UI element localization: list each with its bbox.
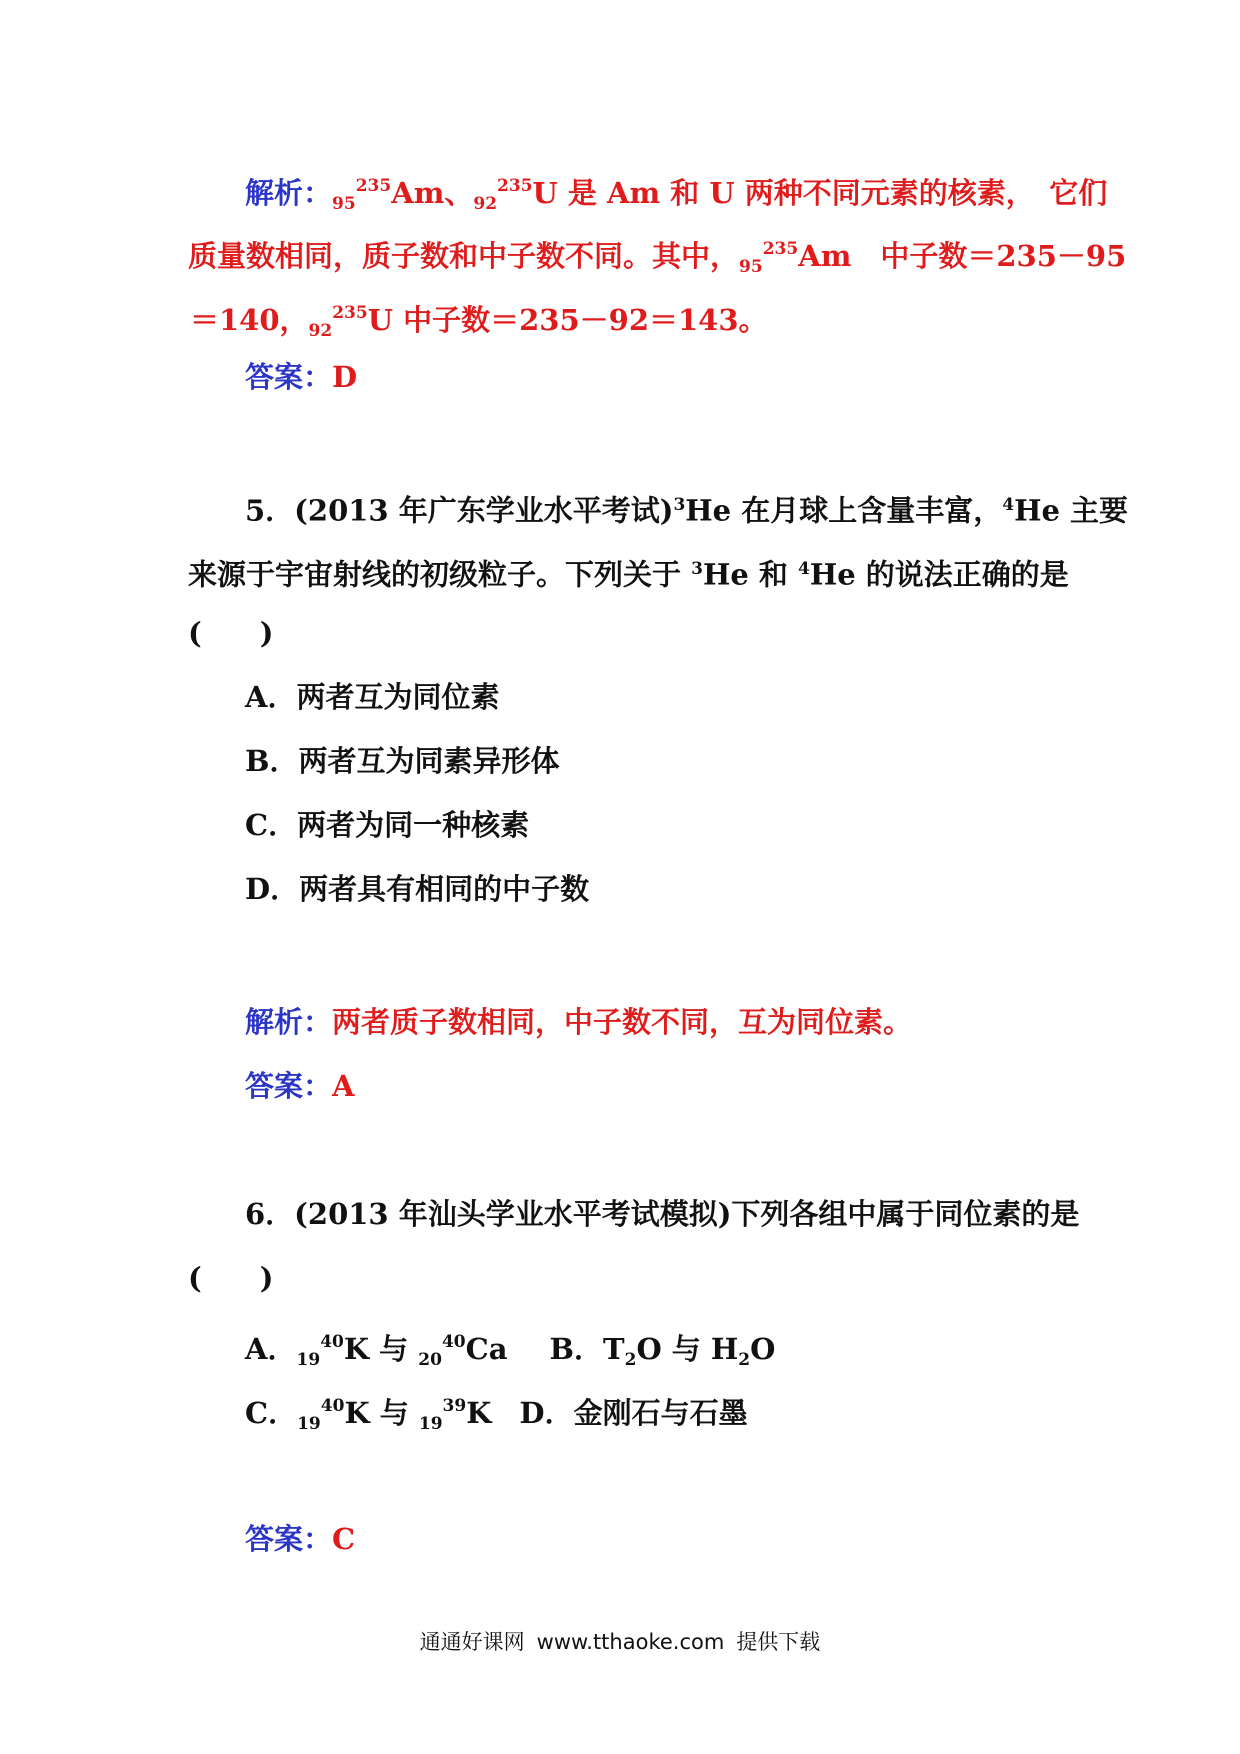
isotope-k40: $_{19}^{40}$ [296,1332,344,1370]
footer-suffix: 提供下载 [736,1630,821,1654]
isotope-k39: $_{19}^{39}$ [418,1396,467,1434]
isotope-u: $_{92}^{235}$ [308,303,368,341]
answer-value: A [332,1069,355,1103]
q4-analysis-line-3: ＝140，$_{92}^{235}$U 中子数＝235－92＝143。 [190,293,768,351]
isotope-u: $_{92}^{235}$ [473,176,533,214]
analysis-label: 解析： [245,176,333,210]
answer-value: C [332,1522,356,1556]
isotope-ca40: $_{20}^{40}$ [418,1332,466,1370]
q6-options-c-d: C．$_{19}^{40}$K 与 $_{19}^{39}$K D．金刚石与石墨 [245,1386,748,1444]
analysis-text: 两者质子数相同，中子数不同，互为同位素。 [332,1005,913,1039]
footer-url[interactable]: www.tthaoke.com [536,1630,725,1654]
answer-label: 答案： [245,360,333,394]
option-d-text: D．金刚石与石墨 [519,1396,748,1430]
q6-answer-bracket: ( ) [188,1261,274,1295]
q5-option-a: A．两者互为同位素 [245,680,500,714]
q5-analysis [245,1002,912,1042]
q5-option-d: D．两者具有相同的中子数 [245,872,590,906]
q5-answer-bracket: ( ) [188,616,274,650]
option-a-label: A． [245,1332,297,1366]
page-footer [0,1627,1240,1657]
footer-site-name: 通通好课网 [419,1630,525,1654]
q6-answer [245,1519,355,1559]
answer-label: 答案： [245,1069,333,1103]
q5-answer [245,1066,355,1106]
q5-stem-line-2: 来源于宇宙射线的初级粒子。下列关于 $^3$He 和 $^4$He 的说法正确的是 [188,557,1069,592]
option-c-label: C． [245,1396,298,1430]
isotope-k40: $_{19}^{40}$ [297,1396,345,1434]
q4-analysis-line-2: 质量数相同，质子数和中子数不同。其中，$_{95}^{235}$Am 中子数＝235－95 [188,229,1126,287]
answer-label: 答案： [245,1522,333,1556]
analysis-label: 解析： [245,1005,333,1039]
q5-stem-line-1: 5．(2013 年广东学业水平考试)$^3$He 在月球上含量丰富，$^4$He 主要 [245,493,1129,528]
answer-value: D [332,360,358,394]
q4-answer [245,357,357,397]
q4-analysis-line-1: 解析：$_{95}^{235}$Am、$_{92}^{235}$U 是 Am 和 U 两种不同元素的核素， 它们 [245,166,1107,224]
q6-options-a-b: A．$_{19}^{40}$K 与 $_{20}^{40}$Ca B．$T_2O$ 与 $H_2O$ [245,1322,775,1380]
q5-option-c: C．两者为同一种核素 [245,808,530,842]
q5-option-b: B．两者互为同素异形体 [245,744,560,778]
isotope-am: $_{95}^{235}$ [332,176,392,214]
isotope-am: $_{95}^{235}$ [739,239,799,277]
option-b-label: B．T [549,1332,625,1366]
q6-stem-line-1: 6．(2013 年汕头学业水平考试模拟)下列各组中属于同位素的是 [245,1197,1080,1231]
